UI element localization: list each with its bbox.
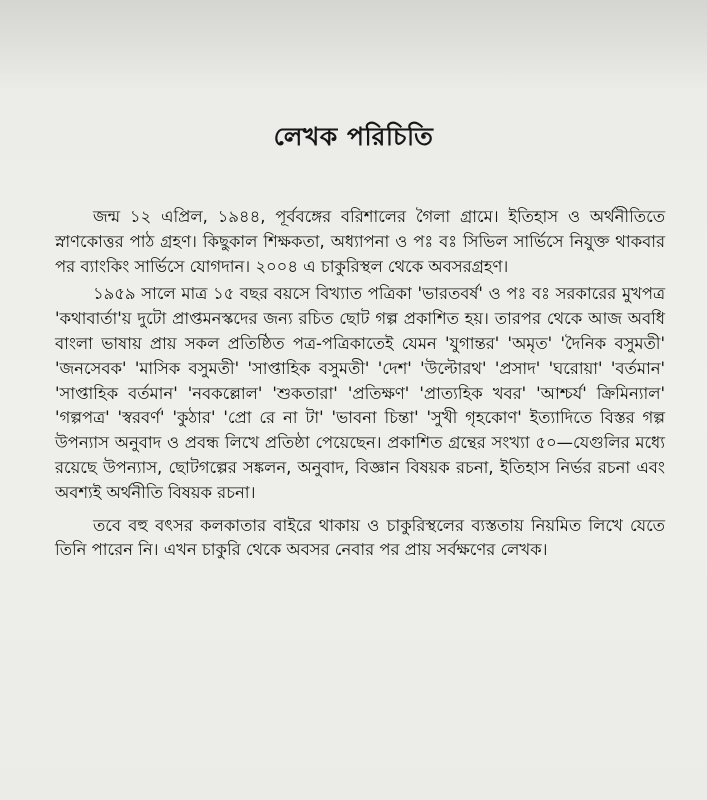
bio-paragraph-birth-education: জন্ম ১২ এপ্রিল, ১৯৪৪, পূর্ববঙ্গের বরিশালের গৈলা গ্রামে। ইতিহাস ও অর্থনীতিতে স্নাণকোত্তর পাঠ গ্রহণ। কিছুকাল শিক্ষকতা, অধ্যাপনা ও পঃ বঃ সিভিল সার্ভিসে নিযুক্ত থাকবার পর ব্যাংকিং সার্ভিসে যোগদান। ২০০৪ এ চাকুরিস্থল থেকে অবসরগ্রহণ। <box>55 207 665 276</box>
bio-paragraph-current: তবে বহু বৎসর কলকাতার বাইরে থাকায় ও চাকুরিস্থলের ব্যস্ততায় নিয়মিত লিখে যেতে তিনি পারেন নি। এখন চাকুরি থেকে অবসর নেবার পর প্রায় সর্বক্ষণের লেখক। <box>55 515 665 560</box>
show-through-shading <box>0 0 707 90</box>
author-bio-text <box>55 205 665 563</box>
bio-paragraph-publications: ১৯৫৯ সালে মাত্র ১৫ বছর বয়সে বিখ্যাত পত্রিকা 'ভারতবর্ষ' ও পঃ বঃ সরকারের মুখপত্র 'কথাবার্তা'য় দুটো প্রাপ্তমনস্কদের জন্য রচিত ছোট গল্প প্রকাশিত হয়। তারপর থেকে আজ অবধি বাংলা ভাষায় প্রায় সকল প্রতিষ্ঠিত পত্র-পত্রিকাতেই যেমন 'যুগান্তর' 'অমৃত' 'দৈনিক বসুমতী' 'জনসেবক' 'মাসিক বসুমতী' 'সাপ্তাহিক বসুমতী' 'দেশ' 'উল্টোরথ' 'প্রসাদ' 'ঘরোয়া' 'বর্তমান' 'সাপ্তাহিক বর্তমান' 'নবকল্লোল' 'শুকতারা' 'প্রতিক্ষণ' 'প্রাত্যহিক খবর' 'আশ্চর্য' ক্রিমিন্যাল' 'গল্পপত্র' 'স্বরবর্ণ' 'কুঠার' 'প্রো রে না টা' 'ভাবনা চিন্তা' 'সুখী গৃহকোণ' ইত্যাদিতে বিস্তর গল্প উপন্যাস অনুবাদ ও প্রবন্ধ লিখে প্রতিষ্ঠা পেয়েছেন। প্রকাশিত গ্রন্থের সংখ্যা ৫০—যেগুলির মধ্যে রয়েছে উপন্যাস, ছোটগল্পের সঙ্কলন, অনুবাদ, বিজ্ঞান বিষয়ক রচনা, ইতিহাস নির্ভর রচনা এবং অবশ্যই অর্থনীতি বিষয়ক রচনা। <box>55 284 665 502</box>
page-title: লেখক পরিচিতি <box>273 122 434 151</box>
